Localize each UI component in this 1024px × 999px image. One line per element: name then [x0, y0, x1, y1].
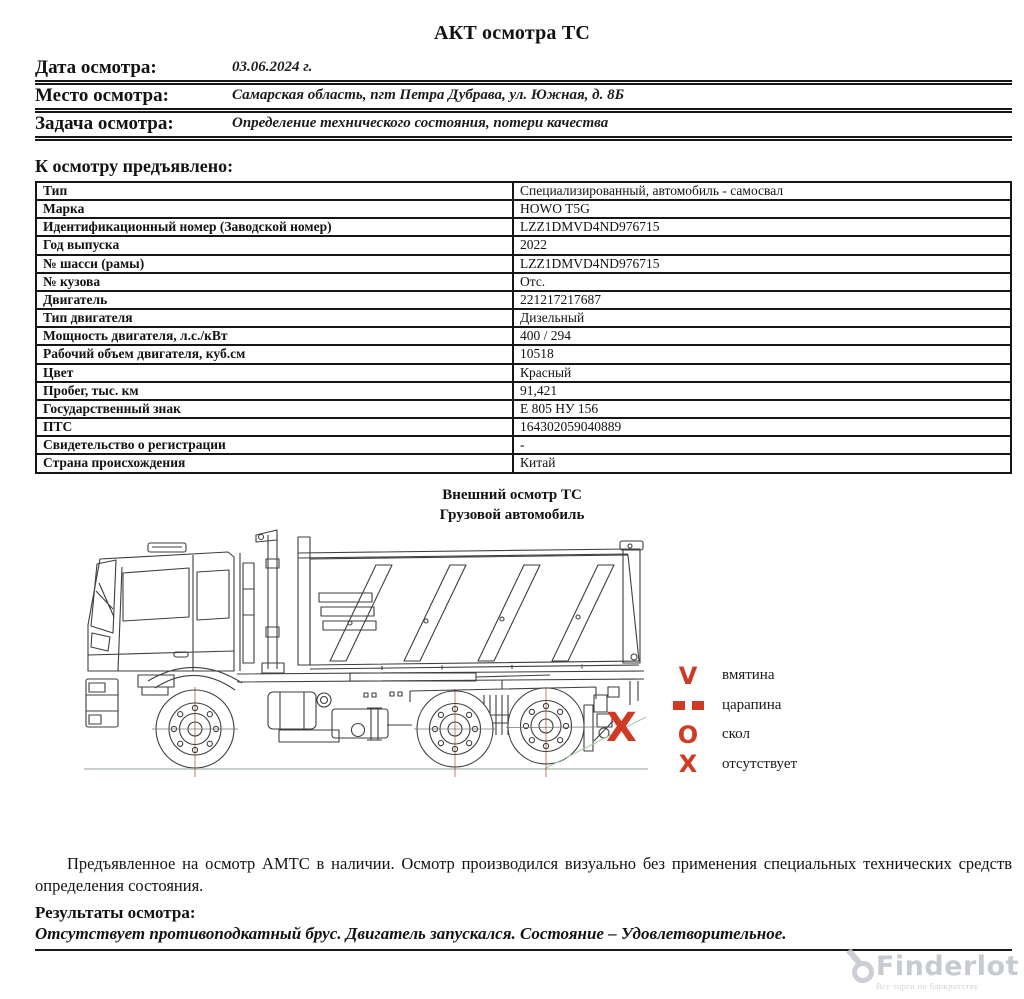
- spec-label: Идентификационный номер (Заводской номер): [36, 218, 513, 236]
- header-row-date: [35, 57, 1012, 85]
- spec-value: -: [513, 436, 1011, 454]
- missing-label: отсутствует: [722, 755, 798, 772]
- spec-value: 221217217687: [513, 291, 1011, 309]
- inspection-statement: Предъявленное на осмотр АМТС в наличии. Осмотр производился визуально без применения специальных технических средств определения состояния.: [35, 854, 1012, 895]
- spec-value: LZZ1DMVD4ND976715: [513, 255, 1011, 273]
- inspection-title: Внешний осмотр ТС: [442, 486, 582, 503]
- spec-table: [35, 181, 1012, 474]
- spec-label: Цвет: [36, 364, 513, 382]
- spec-label: № кузова: [36, 273, 513, 291]
- table-row: [36, 255, 1011, 273]
- spec-value: 400 / 294: [513, 327, 1011, 345]
- footer-section: [35, 853, 1012, 951]
- table-row: [36, 309, 1011, 327]
- table-row: [36, 400, 1011, 418]
- dent-symbol-icon: V: [678, 661, 698, 690]
- spec-label: Двигатель: [36, 291, 513, 309]
- table-row: [36, 273, 1011, 291]
- results-text: Отсутствует противоподкатный брус. Двигатель запускался. Состояние – Удовлетворительное.: [35, 923, 1012, 951]
- spec-value: Специализированный, автомобиль - самосвал: [513, 182, 1011, 200]
- spec-label: Государственный знак: [36, 400, 513, 418]
- table-row: [36, 182, 1011, 200]
- chip-symbol-icon: O: [677, 720, 699, 749]
- damage-x-mark: X: [606, 705, 637, 752]
- scratch-label: царапина: [722, 696, 782, 713]
- chip-label: скол: [722, 726, 750, 743]
- table-row: [36, 454, 1011, 472]
- scratch-symbol-icon: [666, 701, 710, 710]
- task-label: Задача осмотра:: [35, 112, 174, 134]
- spec-label: Свидетельство о регистрации: [36, 436, 513, 454]
- vehicle-drawing-section: [0, 525, 1024, 843]
- spec-value: 91,421: [513, 382, 1011, 400]
- dent-label: вмятина: [722, 667, 775, 684]
- truck-line-drawing: [82, 529, 662, 784]
- table-row: [36, 327, 1011, 345]
- spec-label: № шасси (рамы): [36, 255, 513, 273]
- legend-row-chip: [666, 720, 797, 750]
- magnifier-icon: [847, 957, 878, 988]
- watermark: [852, 953, 1019, 991]
- spec-label: Тип двигателя: [36, 309, 513, 327]
- inspection-subtitle: Грузовой автомобиль: [439, 506, 585, 523]
- legend-row-missing: [666, 750, 797, 780]
- spec-label: Год выпуска: [36, 236, 513, 254]
- task-value: Определение технического состояния, потери качества: [232, 114, 609, 131]
- spec-value: Красный: [513, 364, 1011, 382]
- legend-row-scratch: [666, 691, 797, 721]
- header-row-task: [35, 113, 1012, 141]
- spec-value: LZZ1DMVD4ND976715: [513, 218, 1011, 236]
- table-row: [36, 364, 1011, 382]
- spec-label: Тип: [36, 182, 513, 200]
- spec-label: Пробег, тыс. км: [36, 382, 513, 400]
- table-row: [36, 200, 1011, 218]
- spec-value: Отс.: [513, 273, 1011, 291]
- spec-value: 2022: [513, 236, 1011, 254]
- spec-value: Е 805 НУ 156: [513, 400, 1011, 418]
- spec-label: Рабочий объем двигателя, куб.см: [36, 345, 513, 363]
- table-row: [36, 236, 1011, 254]
- table-row: [36, 436, 1011, 454]
- header-fields: [35, 57, 1012, 141]
- missing-symbol-icon: X: [678, 750, 698, 779]
- spec-label: Страна происхождения: [36, 454, 513, 472]
- presented-heading: К осмотру предъявлено:: [35, 155, 234, 176]
- table-row: [36, 218, 1011, 236]
- place-label: Место осмотра:: [35, 84, 169, 106]
- spec-value: Китай: [513, 454, 1011, 472]
- watermark-name: Finderlot: [875, 951, 1019, 982]
- spec-value: 10518: [513, 345, 1011, 363]
- damage-legend: [666, 661, 797, 779]
- legend-row-dent: [666, 661, 797, 691]
- spec-label: Мощность двигателя, л.с./кВт: [36, 327, 513, 345]
- spec-value: HOWO T5G: [513, 200, 1011, 218]
- table-row: [36, 345, 1011, 363]
- place-value: Самарская область, пгт Петра Дубрава, ул. Южная, д. 8Б: [232, 86, 625, 103]
- watermark-tagline: Все торги по банкротству: [875, 981, 979, 991]
- header-row-place: [35, 85, 1012, 113]
- spec-value: 164302059040889: [513, 418, 1011, 436]
- inspection-titles: [0, 485, 1024, 526]
- table-row: [36, 291, 1011, 309]
- date-label: Дата осмотра:: [35, 57, 157, 78]
- results-heading: Результаты осмотра:: [35, 902, 196, 922]
- spec-label: ПТС: [36, 418, 513, 436]
- page-title: АКТ осмотра ТС: [433, 22, 591, 44]
- table-row: [36, 418, 1011, 436]
- spec-value: Дизельный: [513, 309, 1011, 327]
- table-row: [36, 382, 1011, 400]
- spec-label: Марка: [36, 200, 513, 218]
- date-value: 03.06.2024 г.: [232, 58, 313, 75]
